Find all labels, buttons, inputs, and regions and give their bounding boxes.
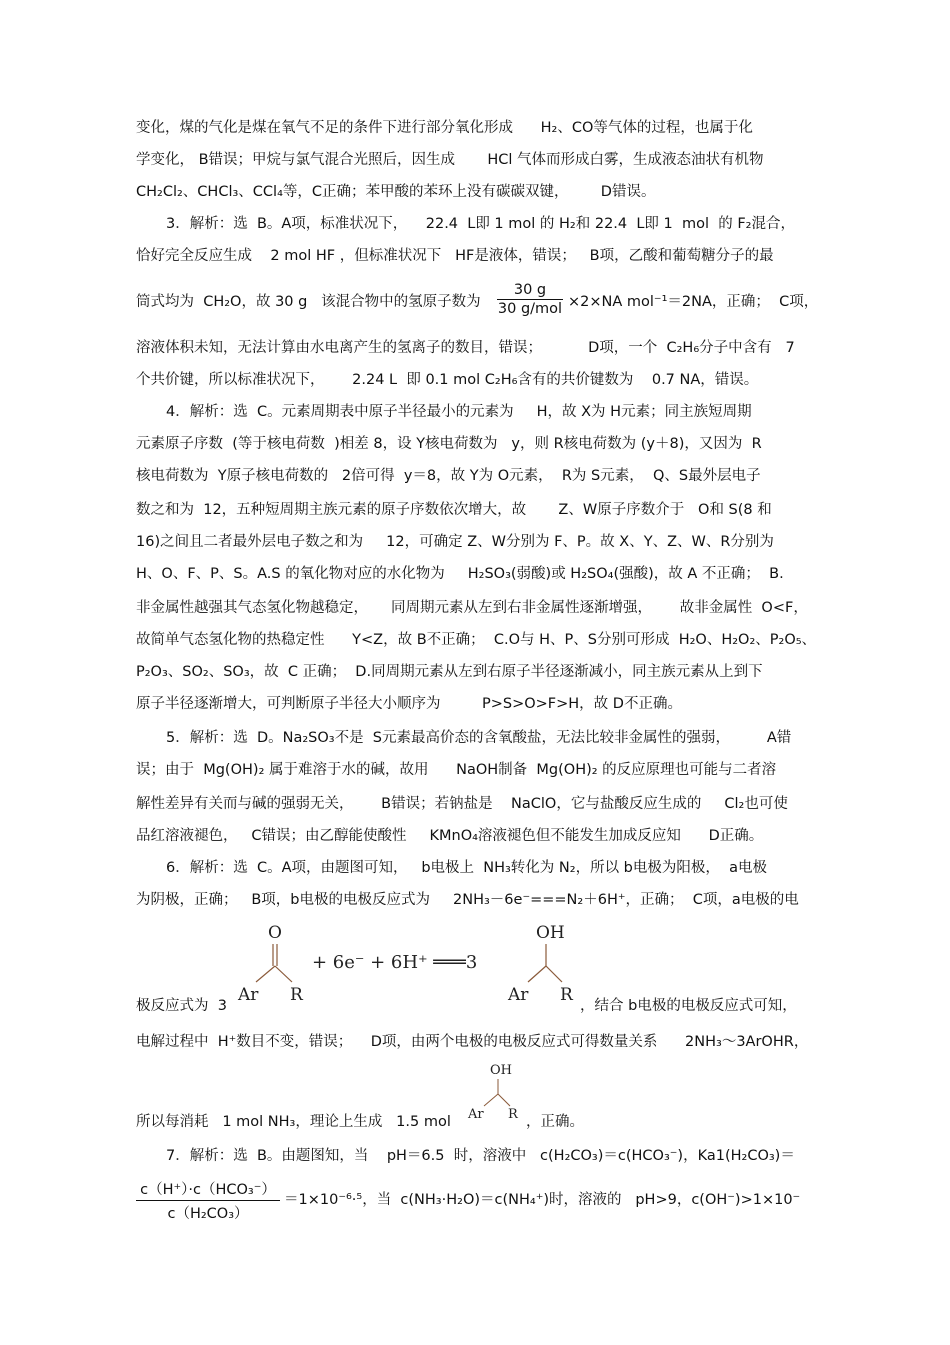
text-line: 个共价键，所以标准状况下， 2.24 L 即 0.1 mol C₂H₆含有的共价键数为 0.7 NA，错误。 [136,372,759,388]
text-line: 品红溶液褪色， C错误；由乙醇能使酸性 KMnO₄溶液褪色但不能发生加成反应知 D正确。 [136,828,764,844]
equation-middle: + 6e⁻ + 6H⁺ ═══3 [312,952,478,973]
fraction-ka1 [136,1178,280,1223]
text-line: 16)之间且二者最外层电子数之和为 12，可确定 Z、W分别为 F、P。故 X、Y、Z、W、R分别为 [136,534,774,550]
text-line: CH₂Cl₂、CHCl₃、CCl₄等，C正确；苯甲酸的苯环上没有碳碳双键， D错误。 [136,184,656,200]
text-line: ，结合 b电极的电极反应式可知， [580,998,797,1014]
alcohol-structure [464,1060,524,1122]
text-line: 6．解析：选 C。A项，由题图可知， b电极上 NH₃转化为 N₂，所以 b电极为阳极， a电极 [166,860,767,876]
ketone-equation [236,920,586,1008]
text-line: 电解过程中 H⁺数目不变，错误； D项，由两个电极的电极反应式可得数量关系 2NH₃～3ArOHR， [136,1034,809,1050]
text-line: 为阴极，正确； B项，b电极的电极反应式为 2NH₃－6e⁻===N₂＋6H⁺，正确； C项，a电极的电 [136,892,799,908]
r-group-label: R [290,985,303,1005]
text-line: 元素原子序数 (等于核电荷数 )相差 8，设 Y核电荷数为 y，则 R核电荷数为 (y＋8)，又因为 R [136,436,762,452]
text-line: 核电荷数为 Y原子核电荷数的 2倍可得 y＝8，故 Y为 O元素， R为 S元素， Q、S最外层电子 [136,468,761,484]
fraction-numerator: c（H⁺）·c（HCO₃⁻） [140,1182,276,1198]
text-line: 所以每消耗 1 mol NH₃，理论上生成 1.5 mol [136,1114,451,1130]
text-line: 故简单气态氢化物的热稳定性 Y<Z，故 B不正确； C.O与 H、P、S分别可形成 H₂O、H₂O₂、P₂O₅、 [136,632,817,648]
fraction-numerator: 30 g [513,282,547,298]
text-line: 非金属性越强其气态氢化物越稳定， 同周期元素从左到右非金属性逐渐增强， 故非金属性 O<F， [136,600,808,616]
text-line: 恰好完全反应生成 2 mol HF ，但标准状况下 HF是液体，错误； B项，乙酸和葡萄糖分子的最 [136,248,774,264]
text-line: 溶液体积未知，无法计算由水电离产生的氢离子的数目，错误； D项，一个 C₂H₆分子中含有 7 [136,340,795,356]
r-group-label: R [508,1107,518,1122]
text-line: 学变化， B错误；甲烷与氯气混合光照后，因生成 HCl 气体而形成白雾，生成液态油状有机物 [136,152,764,168]
text-line: 极反应式为 3 [136,998,227,1014]
text-line: 变化，煤的气化是煤在氧气不足的条件下进行部分氧化形成 H₂、CO等气体的过程，也属于化 [136,120,753,136]
r-group-label: R [560,985,573,1005]
fraction-denominator: c（H₂CO₃） [167,1206,249,1222]
fraction-denominator: 30 g/mol [497,301,563,317]
text-line: ，正确。 [526,1114,584,1130]
hydroxyl-label: OH [490,1063,512,1078]
text-line: 7．解析：选 B。由题图知，当 pH＝6.5 时，溶液中 c(H₂CO₃)＝c(HCO₃⁻)，Ka1(H₂CO₃)＝ [166,1148,795,1164]
text-line: 误；由于 Mg(OH)₂ 属于难溶于水的碱，故用 NaOH制备 Mg(OH)₂ 的反应原理也可能与二者溶 [136,762,777,778]
text-line: 3．解析：选 B。A项，标准状况下， 22.4 L即 1 mol 的 H₂和 22.4 L即 1 mol 的 F₂混合， [166,216,795,232]
aryl-label: Ar [238,985,259,1005]
hydroxyl-label: OH [536,923,565,943]
aryl-label: Ar [508,985,529,1005]
oxygen-label: O [268,923,282,943]
text-line: H、O、F、P、S。A.S 的氧化物对应的水化物为 H₂SO₃(弱酸)或 H₂SO₄(强酸)，故 A 不正确； B. [136,566,784,582]
text-line: ×2×NA mol⁻¹＝2NA，正确； C项， [568,294,819,310]
text-line: 解性差异有关而与碱的强弱无关， B错误；若钠盐是 NaClO，它与盐酸反应生成的 Cl₂也可使 [136,796,788,812]
text-line: P₂O₃、SO₂、SO₃，故 C 正确； D.同周期元素从左到右原子半径逐渐减小，同主族元素从上到下 [136,664,763,680]
text-line: 5．解析：选 D。Na₂SO₃不是 S元素最高价态的含氧酸盐，无法比较非金属性的强弱， A错 [166,730,792,746]
aryl-label: Ar [468,1107,484,1122]
fraction-hydrogen [497,282,563,317]
text-line: 数之和为 12，五种短周期主族元素的原子序数依次增大，故 Z、W原子序数介于 O和 S(8 和 [136,502,772,518]
text-line: 筒式均为 CH₂O，故 30 g 该混合物中的氢原子数为 [136,294,481,310]
text-line: 原子半径逐渐增大，可判断原子半径大小顺序为 P>S>O>F>H，故 D不正确。 [136,696,682,712]
text-line: 4．解析：选 C。元素周期表中原子半径最小的元素为 H，故 X为 H元素；同主族短周期 [166,404,752,420]
text-line: ＝1×10⁻⁶·⁵，当 c(NH₃·H₂O)＝c(NH₄⁺)时，溶液的 pH>9，c(OH⁻)>1×10⁻ [284,1192,801,1208]
